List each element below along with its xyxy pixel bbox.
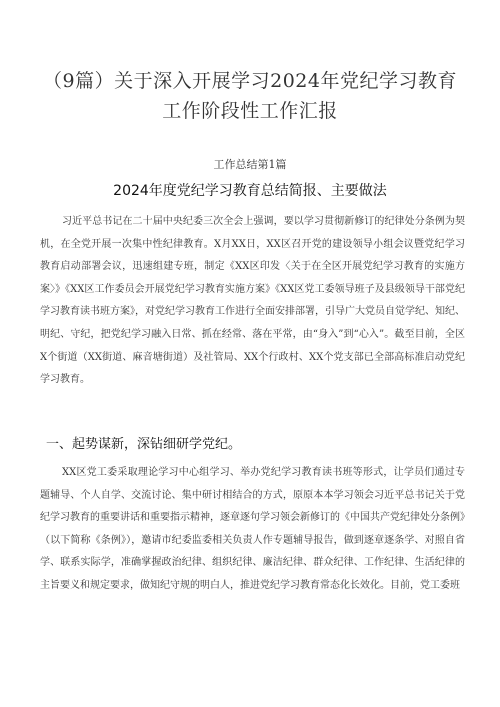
body-paragraph-2: XX区党工委采取理论学习中心组学习、举办党纪学习教育读书班等形式，让学员们通过专题辅导、个人自学、交流讨论、集中研讨相结合的方式，原原本本学习领会习近平总书记关于党纪学习教育的重要讲话和重要指示精神，逐章逐句学习领会新修订的《中国共产党纪律处分条例》（以下简称《条例》），邀请市纪委监委相关负责人作专题辅导报告，做到逐章逐条学、对照自省学、联系实际学，准确掌握政治纪律、组织纪律、廉洁纪律、群众纪律、工作纪律、生活纪律的主旨要义和规定要求，做知纪守规的明白人，推进党纪学习教育常态化长效化。目前，党工委班 — [40, 467, 465, 591]
document-subheading: 2024年度党纪学习教育总结简报、主要做法 — [113, 183, 387, 199]
body-paragraph-1: 习近平总书记在二十届中央纪委三次全会上强调，要以学习贯彻新修订的纪律处分条例为契机，在全党开展一次集中性纪律教育。X月XX日，XX区召开党的建设领导小组会议暨党纪学习教育启动部署会议，迅速组建专班，制定《XX区印发〈关于在全区开展党纪学习教育的实施方案〉》《XX区工作委员会开展党纪学习教育实施方案》《XX区党工委领导班子及县级领导干部党纪学习教育读书班方案》，对党纪学习教育工作进行全面安排部署，引导广大党员自觉学纪、知纪、明纪、守纪，把党纪学习融入日常、抓在经常、落在平常，由“身入”到“心入”。截至目前，全区X个街道（XX街道、麻音塘街道）及社管局、XX个行政村、XX个党支部已全部高标准启动党纪学习教育。 — [40, 216, 465, 386]
section-label: 工作总结第1篇 — [213, 158, 287, 171]
document-title: （9篇）关于深入开展学习2024年党纪学习教育工作阶段性工作汇报 — [43, 70, 457, 122]
section-heading-1: 一、起势谋新，深钻细研学党纪。 — [46, 437, 242, 452]
